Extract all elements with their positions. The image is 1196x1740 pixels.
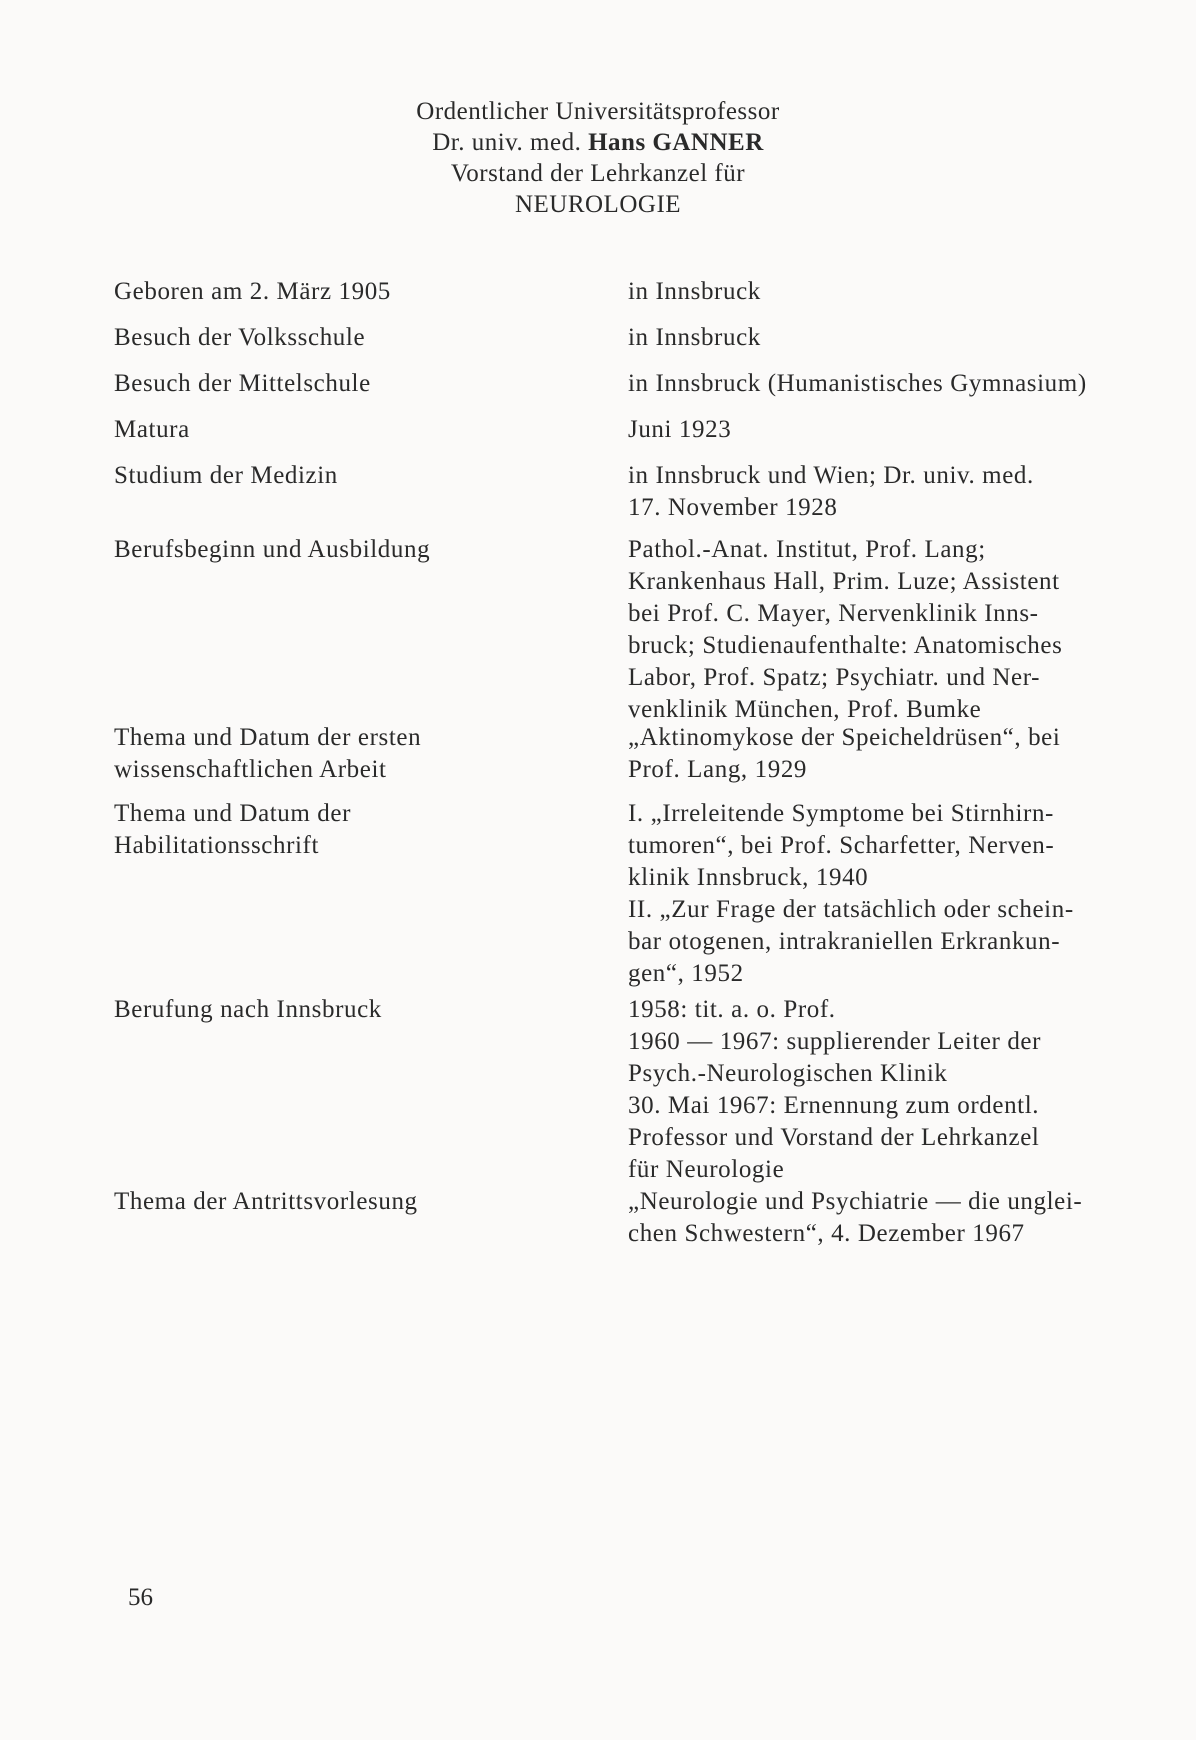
row-value: [628, 1186, 1111, 1250]
row-label: [114, 460, 474, 492]
row-label-line: Geboren am 2. März 1905: [114, 278, 391, 305]
row-label: [114, 276, 474, 308]
row-value-line: gen“, 1952: [628, 960, 744, 987]
row-value-line: klinik Innsbruck, 1940: [628, 864, 869, 891]
row-value-line: „Neurologie und Psychiatrie — die unglei-: [628, 1188, 1083, 1215]
header-title: Ordentlicher Universitätsprofessor: [416, 98, 780, 125]
page-number: 56: [128, 1584, 153, 1611]
row-label: [114, 322, 474, 354]
row-value-line: tumoren“, bei Prof. Scharfetter, Nerven-: [628, 832, 1055, 859]
row-value-line: für Neurologie: [628, 1156, 785, 1183]
row-value-line: 1958: tit. a. o. Prof.: [628, 996, 836, 1023]
row-value-line: bei Prof. C. Mayer, Nervenklinik Inns-: [628, 600, 1039, 627]
row-value-line: 17. November 1928: [628, 494, 838, 521]
row-label-line: wissenschaftlichen Arbeit: [114, 756, 387, 783]
row-value-line: in Innsbruck: [628, 324, 761, 351]
row-value-line: Professor und Vorstand der Lehrkanzel: [628, 1124, 1040, 1151]
row-value-line: in Innsbruck (Humanistisches Gymnasium): [628, 370, 1087, 397]
row-value-line: Psych.-Neurologischen Klinik: [628, 1060, 948, 1087]
row-value-line: 1960 — 1967: supplierender Leiter der: [628, 1028, 1042, 1055]
row-label-line: Berufsbeginn und Ausbildung: [114, 536, 431, 563]
row-value: [628, 460, 1111, 524]
row-value-line: Prof. Lang, 1929: [628, 756, 808, 783]
row-value-line: chen Schwestern“, 4. Dezember 1967: [628, 1220, 1025, 1247]
row-label: [114, 1186, 474, 1218]
row-value: [628, 414, 1111, 446]
row-value-line: II. „Zur Frage der tatsächlich oder schein-: [628, 896, 1074, 923]
row-label: [114, 722, 474, 786]
row-label: [114, 368, 474, 400]
document-header: [0, 96, 1196, 220]
row-value-line: bar otogenen, intrakraniellen Erkrankun-: [628, 928, 1061, 955]
row-value-line: Pathol.-Anat. Institut, Prof. Lang;: [628, 536, 986, 563]
row-value: [628, 368, 1111, 400]
row-label-line: Thema und Datum der: [114, 800, 352, 827]
row-value-line: „Aktinomykose der Speicheldrüsen“, bei: [628, 724, 1061, 751]
row-value-line: in Innsbruck und Wien; Dr. univ. med.: [628, 462, 1034, 489]
row-label-line: Thema und Datum der ersten: [114, 724, 422, 751]
row-value: [628, 534, 1111, 726]
header-position: Vorstand der Lehrkanzel für: [450, 160, 746, 187]
row-value-line: bruck; Studienaufenthalte: Anatomisches: [628, 632, 1063, 659]
row-value: [628, 322, 1111, 354]
row-value-line: Krankenhaus Hall, Prim. Luze; Assistent: [628, 568, 1060, 595]
row-value-line: venklinik München, Prof. Bumke: [628, 696, 982, 723]
row-value: [628, 722, 1111, 786]
row-value: [628, 994, 1111, 1186]
row-label-line: Besuch der Mittelschule: [114, 370, 371, 397]
row-value: [628, 276, 1111, 308]
row-label-line: Habilitationsschrift: [114, 832, 320, 859]
row-label-line: Berufung nach Innsbruck: [114, 996, 382, 1023]
row-value-line: I. „Irreleitende Symptome bei Stirnhirn-: [628, 800, 1054, 827]
header-name-line: [0, 127, 1196, 158]
row-label: [114, 534, 474, 566]
row-label: [114, 994, 474, 1026]
row-label-line: Studium der Medizin: [114, 462, 338, 489]
row-value: [628, 798, 1111, 990]
row-label-line: Matura: [114, 416, 190, 443]
header-name: Hans GANNER: [588, 129, 764, 156]
header-degree: Dr. univ. med.: [432, 129, 589, 156]
row-label-line: Thema der Antrittsvorlesung: [114, 1188, 418, 1215]
header-department: NEUROLOGIE: [514, 191, 682, 218]
row-label-line: Besuch der Volksschule: [114, 324, 366, 351]
row-label: [114, 414, 474, 446]
row-value-line: in Innsbruck: [628, 278, 761, 305]
row-value-line: Juni 1923: [628, 416, 732, 443]
row-value-line: Labor, Prof. Spatz; Psychiatr. und Ner-: [628, 664, 1041, 691]
row-label: [114, 798, 474, 862]
row-value-line: 30. Mai 1967: Ernennung zum ordentl.: [628, 1092, 1040, 1119]
